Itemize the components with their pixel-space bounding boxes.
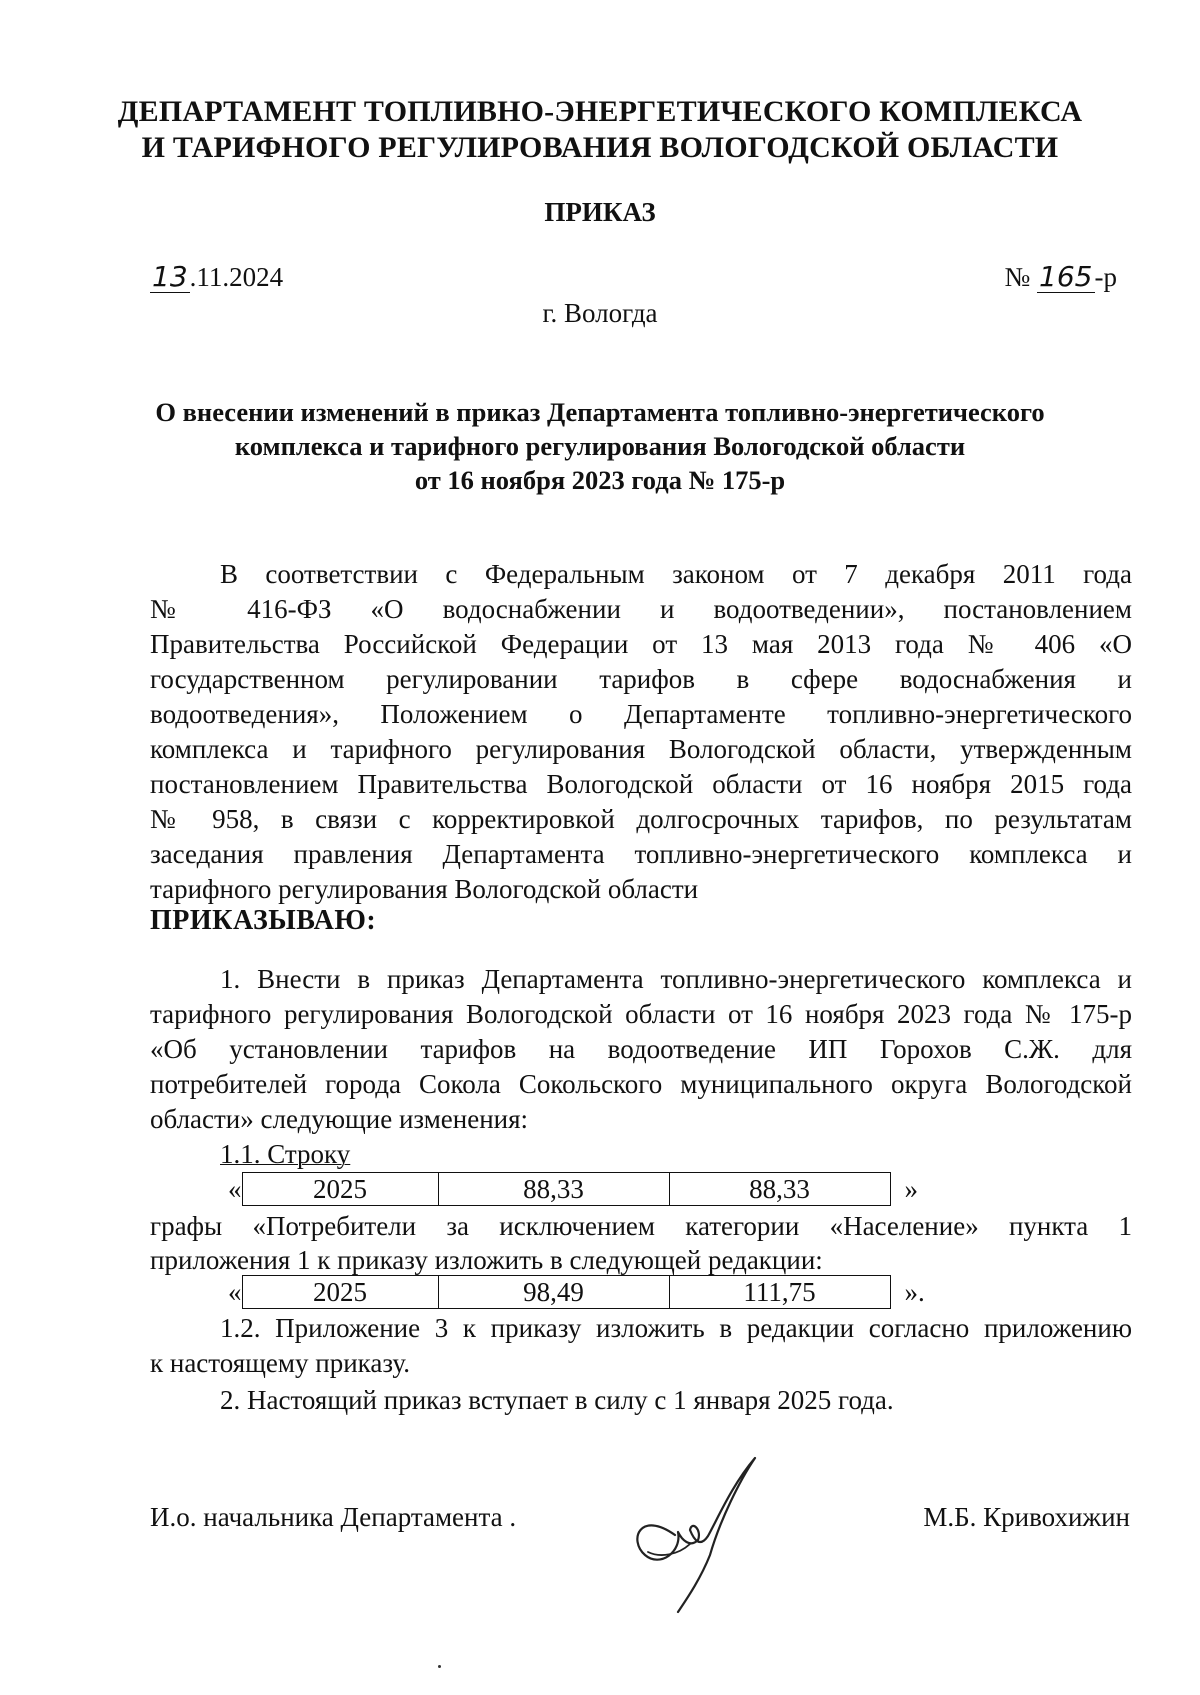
- decree-heading: ПРИКАЗЫВАЮ:: [150, 905, 377, 936]
- item-2-line: 2. Настоящий приказ вступает в силу с 1 января 2025 года.: [220, 1385, 894, 1415]
- preamble-line: государственном регулировании тарифов в сфере водоснабжения и: [150, 664, 1132, 694]
- number-suffix: -р: [1094, 262, 1117, 292]
- item-1-2-line: к настоящему приказу.: [150, 1348, 410, 1378]
- item-1-2-line: 1.2. Приложение 3 к приказу изложить в редакции согласно приложению: [220, 1313, 1132, 1343]
- table-row: [242, 1173, 890, 1206]
- preamble-line: постановлением Правительства Вологодской области от 16 ноября 2015 года: [150, 769, 1132, 799]
- item-1-1-text: приложения 1 к приказу изложить в следующей редакции:: [150, 1245, 823, 1275]
- signatory-position: И.о. начальника Департамента .: [150, 1502, 517, 1532]
- item-1-line: «Об установлении тарифов на водоотведение ИП Горохов С.Ж. для: [150, 1034, 1132, 1064]
- department-name-line-1: ДЕПАРТАМЕНТ ТОПЛИВНО-ЭНЕРГЕТИЧЕСКОГО КОМПЛЕКСА: [117, 95, 1083, 128]
- item-1-line: потребителей города Сокола Сокольского муниципального округа Вологодской: [150, 1069, 1132, 1099]
- preamble-line: № 416-ФЗ «О водоснабжении и водоотведении», постановлением: [150, 594, 1132, 624]
- preamble-line: № 958, в связи с корректировкой долгосрочных тарифов, по результатам: [150, 804, 1132, 834]
- scan-speck: [438, 1665, 441, 1668]
- table-cell-value-2: 111,75: [669, 1276, 890, 1309]
- document-type: ПРИКАЗ: [544, 197, 656, 227]
- preamble-line: В соответствии с Федеральным законом от 7 декабря 2011 года: [220, 559, 1132, 589]
- subject-line-2: комплекса и тарифного регулирования Вологодской области: [234, 431, 966, 461]
- city: г. Вологда: [542, 298, 658, 328]
- handwritten-number: 165: [1039, 260, 1093, 293]
- subject-line-3: от 16 ноября 2023 года № 175-р: [414, 465, 786, 495]
- order-number: [1005, 262, 1117, 293]
- tariff-table-new: [242, 1275, 891, 1309]
- subject-line-1: О внесении изменений в приказ Департамента топливно-энергетического: [155, 397, 1045, 427]
- table-cell-value-2: 88,33: [669, 1173, 890, 1206]
- tariff-table-old: [242, 1172, 891, 1206]
- order-date: [150, 262, 283, 293]
- quote-close: »: [904, 1173, 918, 1204]
- table-cell-year: 2025: [242, 1173, 438, 1206]
- preamble-line: Правительства Российской Федерации от 13 мая 2013 года № 406 «О: [150, 629, 1132, 659]
- quote-open: «: [228, 1173, 242, 1204]
- preamble-line: водоотведения», Положением о Департаменте топливно-энергетического: [150, 699, 1132, 729]
- table-row: [242, 1276, 890, 1309]
- quote-close: ».: [904, 1276, 925, 1307]
- signatory-name: М.Б. Кривохижин: [923, 1502, 1130, 1532]
- department-name-line-2: И ТАРИФНОГО РЕГУЛИРОВАНИЯ ВОЛОГОДСКОЙ ОБЛАСТИ: [141, 131, 1059, 164]
- quote-open: «: [228, 1276, 242, 1307]
- item-1-1-label: 1.1. Строку: [220, 1139, 351, 1169]
- table-cell-value-1: 98,49: [438, 1276, 669, 1309]
- preamble-line: комплекса и тарифного регулирования Вологодской области, утвержденным: [150, 734, 1132, 764]
- item-1-line: 1. Внести в приказ Департамента топливно-энергетического комплекса и: [220, 964, 1132, 994]
- table-new-row: [228, 1275, 925, 1309]
- table-cell-value-1: 88,33: [438, 1173, 669, 1206]
- item-1-line: тарифного регулирования Вологодской области от 16 ноября 2023 года № 175-р: [150, 999, 1132, 1029]
- table-old-row: [228, 1172, 918, 1206]
- preamble-line: заседания правления Департамента топливно-энергетического комплекса и: [150, 839, 1132, 869]
- item-1-1-text: графы «Потребители за исключением категории «Население» пункта 1: [150, 1211, 1132, 1241]
- handwritten-signature: [620, 1440, 780, 1620]
- preamble-line: тарифного регулирования Вологодской области: [150, 874, 699, 904]
- number-prefix: №: [1004, 262, 1038, 292]
- handwritten-day: 13: [152, 260, 188, 293]
- table-cell-year: 2025: [242, 1276, 438, 1309]
- item-1-line: области» следующие изменения:: [150, 1104, 529, 1134]
- date-rest: .11.2024: [189, 262, 284, 292]
